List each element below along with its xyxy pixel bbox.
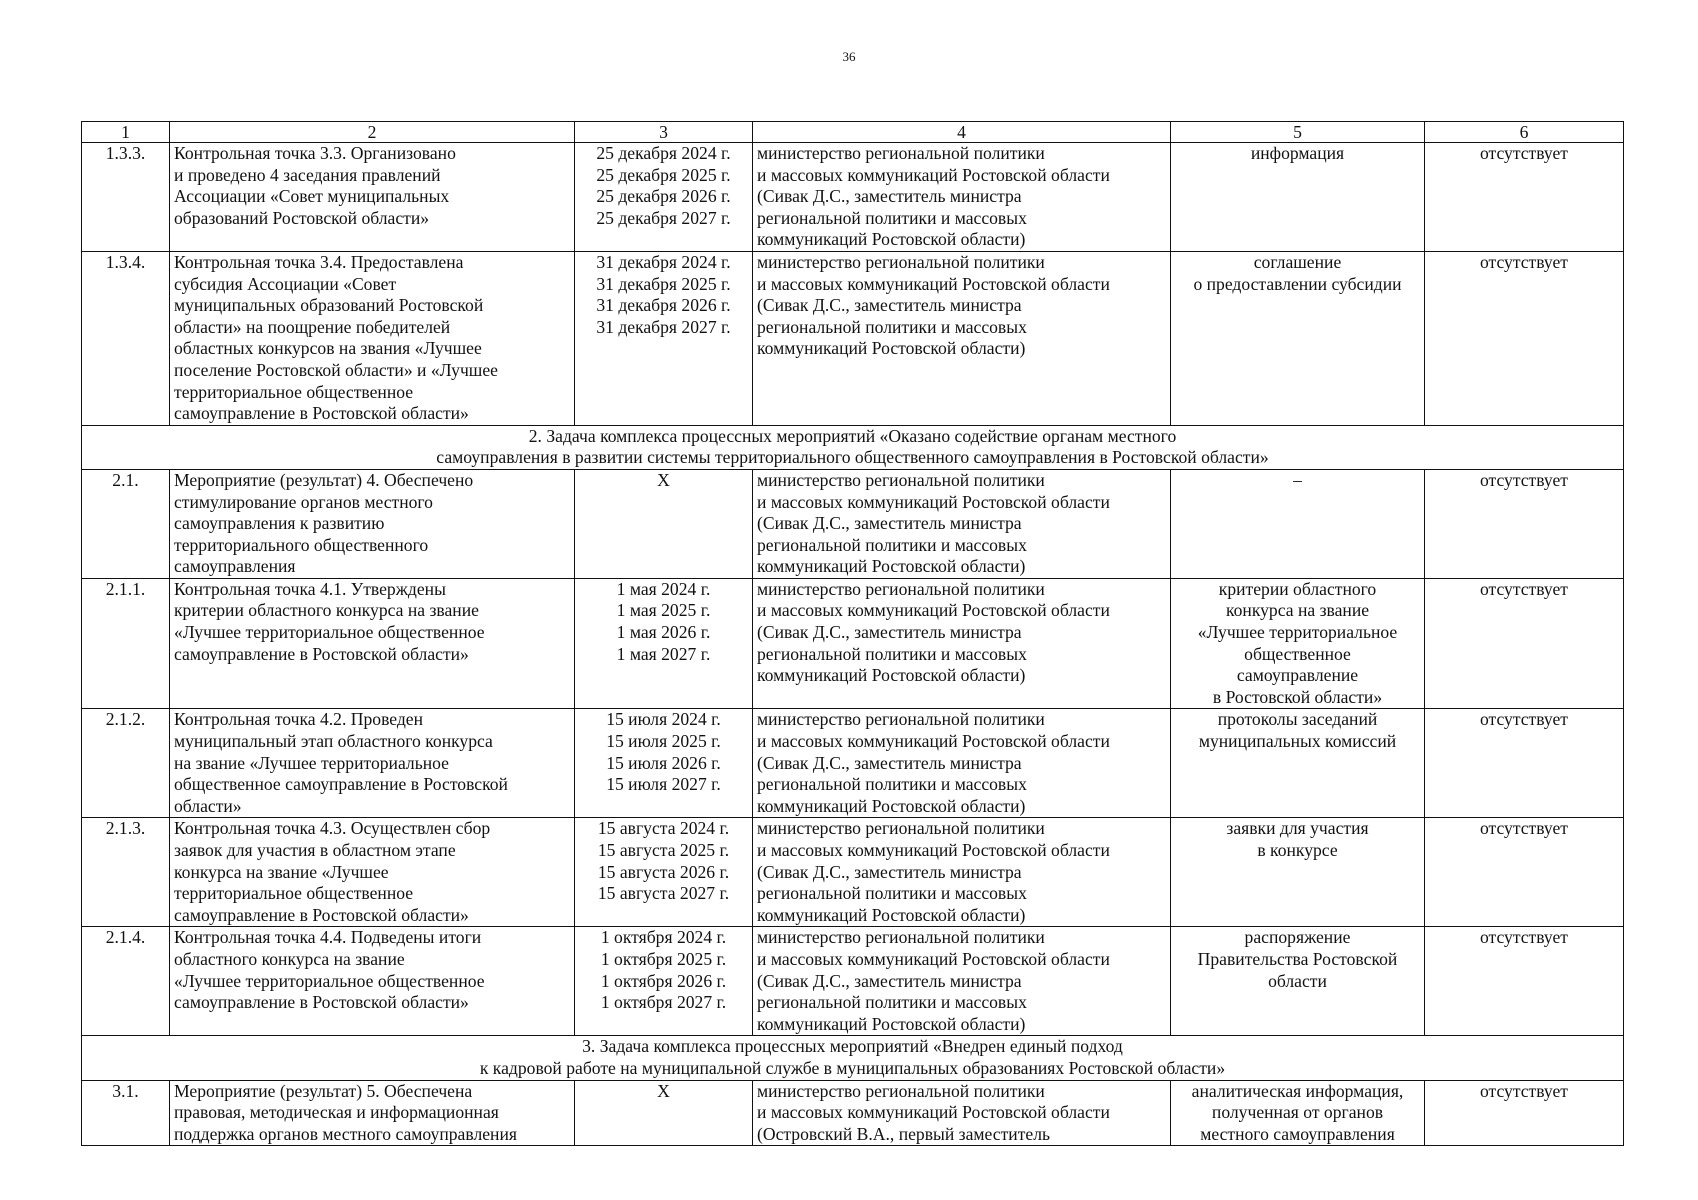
responsible-executor-cell	[753, 251, 1171, 425]
item-description-line: на звание «Лучшее территориальное	[174, 752, 449, 773]
confirming-document-line: протоколы заседаний	[1217, 709, 1378, 730]
due-date: 31 декабря 2026 г.	[596, 295, 731, 316]
due-date: 15 августа 2026 г.	[597, 861, 730, 882]
responsible-executor-line: региональной политики и массовых	[757, 316, 1027, 337]
responsible-executor-line: и массовых коммуникаций Ростовской области	[757, 164, 1110, 185]
section-heading-line: самоуправления в развитии системы территориального общественного самоуправления в Ростовской области»	[436, 447, 1269, 468]
item-description-line: самоуправления	[174, 556, 296, 577]
item-description-line: территориальное общественное	[174, 883, 414, 904]
item-number-cell: 2.1.	[82, 469, 170, 578]
item-description-line: поддержка органов местного самоуправления	[174, 1123, 517, 1144]
item-description-cell	[170, 818, 575, 927]
item-description-line: самоуправление в Ростовской области»	[174, 403, 469, 424]
due-date: 15 июля 2025 г.	[606, 731, 721, 752]
item-description-line: общественное самоуправление в Ростовской	[174, 774, 508, 795]
responsible-executor-line: и массовых коммуникаций Ростовской области	[757, 491, 1110, 512]
item-number-cell: 2.1.4.	[82, 927, 170, 1036]
confirming-document-cell	[1171, 709, 1425, 818]
table-row	[82, 709, 1624, 818]
confirming-document-line: в конкурсе	[1257, 840, 1338, 860]
section-heading-line: к кадровой работе на муниципальной службе в муниципальных образованиях Ростовской области»	[479, 1057, 1226, 1078]
responsible-executor-line: (Сивак Д.С., заместитель министра	[757, 513, 1022, 534]
due-dates-cell	[575, 927, 753, 1036]
item-description-line: «Лучшее территориальное общественное	[174, 970, 485, 991]
responsible-executor-line: министерство региональной политики	[757, 251, 1045, 272]
responsible-executor-line: коммуникаций Ростовской области)	[757, 665, 1026, 686]
item-description-line: и проведено 4 заседания правлений	[174, 164, 441, 185]
item-description-line: образований Ростовской области»	[174, 207, 430, 228]
confirming-document-line: местного самоуправления	[1200, 1123, 1395, 1144]
item-description-line: поселение Ростовской области» и «Лучшее	[174, 359, 498, 380]
column-number-1: 1	[82, 122, 170, 143]
status-cell: отсутствует	[1425, 1080, 1624, 1146]
due-date: 15 июля 2024 г.	[606, 709, 721, 730]
item-number-cell: 3.1.	[82, 1080, 170, 1146]
item-description-line: правовая, методическая и информационная	[174, 1102, 499, 1123]
item-description-line: Контрольная точка 4.2. Проведен	[174, 709, 424, 730]
item-description-line: самоуправление в Ростовской области»	[174, 992, 469, 1013]
item-description-line: «Лучшее территориальное общественное	[174, 622, 485, 643]
column-number-row	[82, 122, 1624, 143]
due-date: 1 октября 2025 г.	[600, 948, 727, 969]
item-description-line: самоуправления к развитию	[174, 513, 385, 534]
responsible-executor-line: министерство региональной политики	[757, 1080, 1045, 1101]
confirming-document-line: распоряжение	[1244, 927, 1351, 948]
due-date: 15 июля 2026 г.	[606, 752, 721, 773]
status-cell: отсутствует	[1425, 143, 1624, 252]
confirming-document-cell	[1171, 578, 1425, 709]
due-dates-cell	[575, 143, 753, 252]
due-date: 25 декабря 2027 г.	[596, 207, 731, 228]
confirming-document-cell	[1171, 818, 1425, 927]
confirming-document-line: области	[1268, 970, 1327, 991]
responsible-executor-line: региональной политики и массовых	[757, 883, 1027, 904]
column-number-4: 4	[753, 122, 1171, 143]
status-cell: отсутствует	[1425, 709, 1624, 818]
responsible-executor-line: министерство региональной политики	[757, 818, 1045, 839]
confirming-document-cell	[1171, 143, 1425, 252]
item-number-cell: 2.1.2.	[82, 709, 170, 818]
responsible-executor-line: и массовых коммуникаций Ростовской области	[757, 731, 1110, 752]
responsible-executor-line: министерство региональной политики	[757, 143, 1045, 163]
responsible-executor-cell	[753, 143, 1171, 252]
due-dates-cell	[575, 1080, 753, 1146]
confirming-document-line: Правительства Ростовской	[1197, 948, 1398, 969]
section-heading-line: 3. Задача комплекса процессных мероприятий «Внедрен единый подход	[582, 1036, 1123, 1057]
confirming-document-cell	[1171, 927, 1425, 1036]
column-number-5: 5	[1171, 122, 1425, 143]
confirming-document-cell	[1171, 1080, 1425, 1146]
status-cell: отсутствует	[1425, 818, 1624, 927]
item-description-line: самоуправление в Ростовской области»	[174, 643, 469, 664]
responsible-executor-line: региональной политики и массовых	[757, 774, 1027, 795]
item-number-cell: 1.3.3.	[82, 143, 170, 252]
section-row	[82, 425, 1624, 469]
responsible-executor-line: коммуникаций Ростовской области)	[757, 338, 1026, 359]
confirming-document-line: самоуправление	[1236, 665, 1359, 686]
due-date: 1 мая 2024 г.	[616, 578, 711, 599]
confirming-document-line: о предоставлении субсидии	[1193, 273, 1402, 294]
item-description-cell	[170, 469, 575, 578]
responsible-executor-line: министерство региональной политики	[757, 578, 1045, 599]
responsible-executor-line: коммуникаций Ростовской области)	[757, 229, 1026, 250]
confirming-document-line: в Ростовской области»	[1212, 686, 1383, 707]
item-description-line: самоуправление в Ростовской области»	[174, 904, 469, 925]
item-description-line: территориального общественного	[174, 534, 429, 555]
page-number: 36	[842, 49, 856, 64]
item-description-line: Ассоциации «Совет муниципальных	[174, 186, 450, 207]
plan-table	[81, 121, 1624, 1146]
confirming-document-line: полученная от органов	[1211, 1102, 1384, 1123]
status-cell: отсутствует	[1425, 578, 1624, 709]
item-description-cell	[170, 927, 575, 1036]
responsible-executor-cell	[753, 578, 1171, 709]
responsible-executor-line: региональной политики и массовых	[757, 534, 1027, 555]
responsible-executor-line: региональной политики и массовых	[757, 992, 1027, 1013]
status-cell: отсутствует	[1425, 469, 1624, 578]
responsible-executor-line: (Сивак Д.С., заместитель министра	[757, 186, 1022, 207]
confirming-document-line: общественное	[1244, 643, 1351, 664]
due-date: 31 декабря 2027 г.	[596, 316, 731, 337]
item-description-line: конкурса на звание «Лучшее	[174, 861, 389, 882]
item-description-line: муниципальный этап областного конкурса	[174, 731, 493, 752]
table-row	[82, 1080, 1624, 1146]
section-heading-line: 2. Задача комплекса процессных мероприятий «Оказано содействие органам местного	[528, 425, 1177, 446]
due-date: 15 августа 2027 г.	[597, 883, 730, 904]
item-description-line: области»	[174, 795, 242, 816]
confirming-document-line: критерии областного	[1218, 578, 1377, 599]
status-cell: отсутствует	[1425, 251, 1624, 425]
responsible-executor-line: министерство региональной политики	[757, 927, 1045, 948]
column-number-2: 2	[170, 122, 575, 143]
item-description-cell	[170, 143, 575, 252]
due-date: 15 августа 2025 г.	[597, 840, 730, 860]
responsible-executor-cell	[753, 469, 1171, 578]
due-dates-cell	[575, 709, 753, 818]
table-row	[82, 469, 1624, 578]
responsible-executor-line: (Сивак Д.С., заместитель министра	[757, 970, 1022, 991]
due-date: 1 октября 2026 г.	[600, 970, 727, 991]
responsible-executor-line: и массовых коммуникаций Ростовской области	[757, 948, 1110, 969]
item-description-line: стимулирование органов местного	[174, 491, 433, 512]
item-description-line: Мероприятие (результат) 4. Обеспечено	[174, 469, 474, 490]
responsible-executor-line: (Сивак Д.С., заместитель министра	[757, 861, 1022, 882]
due-date: Х	[657, 469, 670, 490]
item-description-line: областного конкурса на звание	[174, 948, 405, 969]
confirming-document-line: конкурса на звание	[1225, 600, 1370, 621]
due-date: 1 октября 2024 г.	[600, 927, 727, 948]
responsible-executor-line: коммуникаций Ростовской области)	[757, 904, 1026, 925]
confirming-document-line: информация	[1250, 143, 1345, 163]
table-row	[82, 143, 1624, 252]
responsible-executor-line: (Островский В.А., первый заместитель	[757, 1123, 1051, 1144]
due-date: 15 августа 2024 г.	[597, 818, 730, 839]
item-description-cell	[170, 709, 575, 818]
due-date: 1 мая 2025 г.	[616, 600, 711, 621]
item-number-cell: 2.1.1.	[82, 578, 170, 709]
item-description-line: Контрольная точка 4.4. Подведены итоги	[174, 927, 482, 948]
table-row	[82, 251, 1624, 425]
responsible-executor-line: коммуникаций Ростовской области)	[757, 556, 1026, 577]
item-number-cell: 2.1.3.	[82, 818, 170, 927]
due-dates-cell	[575, 818, 753, 927]
column-number-3: 3	[575, 122, 753, 143]
item-description-line: Мероприятие (результат) 5. Обеспечена	[174, 1080, 473, 1101]
due-date: 31 декабря 2024 г.	[596, 251, 731, 272]
confirming-document-line: муниципальных комиссий	[1198, 731, 1397, 752]
responsible-executor-line: министерство региональной политики	[757, 469, 1045, 490]
confirming-document-cell	[1171, 469, 1425, 578]
due-dates-cell	[575, 578, 753, 709]
due-date: 15 июля 2027 г.	[606, 774, 721, 795]
item-description-line: территориальное общественное	[174, 381, 414, 402]
item-description-line: Контрольная точка 4.3. Осуществлен сбор	[174, 818, 491, 839]
confirming-document-line: –	[1293, 469, 1302, 490]
due-dates-cell	[575, 469, 753, 578]
due-date: 25 декабря 2026 г.	[596, 186, 731, 207]
status-cell: отсутствует	[1425, 927, 1624, 1036]
responsible-executor-line: (Сивак Д.С., заместитель министра	[757, 622, 1022, 643]
section-row	[82, 1036, 1624, 1080]
responsible-executor-line: и массовых коммуникаций Ростовской области	[757, 840, 1110, 860]
responsible-executor-line: коммуникаций Ростовской области)	[757, 795, 1026, 816]
table-row	[82, 927, 1624, 1036]
responsible-executor-cell	[753, 1080, 1171, 1146]
item-description-cell	[170, 251, 575, 425]
responsible-executor-cell	[753, 709, 1171, 818]
confirming-document-cell	[1171, 251, 1425, 425]
responsible-executor-cell	[753, 818, 1171, 927]
responsible-executor-line: министерство региональной политики	[757, 709, 1045, 730]
responsible-executor-line: (Сивак Д.С., заместитель министра	[757, 752, 1022, 773]
responsible-executor-line: и массовых коммуникаций Ростовской области	[757, 1102, 1110, 1123]
item-description-line: критерии областного конкурса на звание	[174, 600, 479, 621]
due-date: 1 октября 2027 г.	[600, 992, 727, 1013]
responsible-executor-line: и массовых коммуникаций Ростовской области	[757, 600, 1110, 621]
due-date: 31 декабря 2025 г.	[596, 273, 731, 294]
due-date: 1 мая 2027 г.	[616, 643, 711, 664]
item-description-line: субсидия Ассоциации «Совет	[174, 273, 397, 294]
due-date: 25 декабря 2024 г.	[596, 143, 731, 163]
plan-table-body	[82, 122, 1624, 1146]
responsible-executor-line: и массовых коммуникаций Ростовской области	[757, 273, 1110, 294]
item-description-line: области» на поощрение победителей	[174, 316, 451, 337]
confirming-document-line: аналитическая информация,	[1191, 1080, 1404, 1101]
section-heading	[82, 1036, 1624, 1080]
responsible-executor-line: (Сивак Д.С., заместитель министра	[757, 295, 1022, 316]
item-description-line: заявок для участия в областном этапе	[174, 840, 456, 860]
section-heading	[82, 425, 1624, 469]
item-description-line: Контрольная точка 4.1. Утверждены	[174, 578, 446, 599]
confirming-document-line: соглашение	[1253, 251, 1342, 272]
item-description-line: областных конкурсов на звания «Лучшее	[174, 338, 482, 359]
due-date: 25 декабря 2025 г.	[596, 164, 731, 185]
table-row	[82, 578, 1624, 709]
confirming-document-line: «Лучшее территориальное	[1197, 622, 1398, 643]
item-description-cell	[170, 578, 575, 709]
due-date: 1 мая 2026 г.	[616, 622, 711, 643]
responsible-executor-line: коммуникаций Ростовской области)	[757, 1013, 1026, 1034]
column-number-6: 6	[1425, 122, 1624, 143]
responsible-executor-line: региональной политики и массовых	[757, 207, 1027, 228]
item-number-cell: 1.3.4.	[82, 251, 170, 425]
responsible-executor-line: региональной политики и массовых	[757, 643, 1027, 664]
due-dates-cell	[575, 251, 753, 425]
table-row	[82, 818, 1624, 927]
item-description-line: муниципальных образований Ростовской	[174, 295, 484, 316]
item-description-line: Контрольная точка 3.3. Организовано	[174, 143, 456, 163]
due-date: Х	[657, 1080, 670, 1101]
item-description-cell	[170, 1080, 575, 1146]
item-description-line: Контрольная точка 3.4. Предоставлена	[174, 251, 464, 272]
confirming-document-line: заявки для участия	[1226, 818, 1369, 839]
responsible-executor-cell	[753, 927, 1171, 1036]
